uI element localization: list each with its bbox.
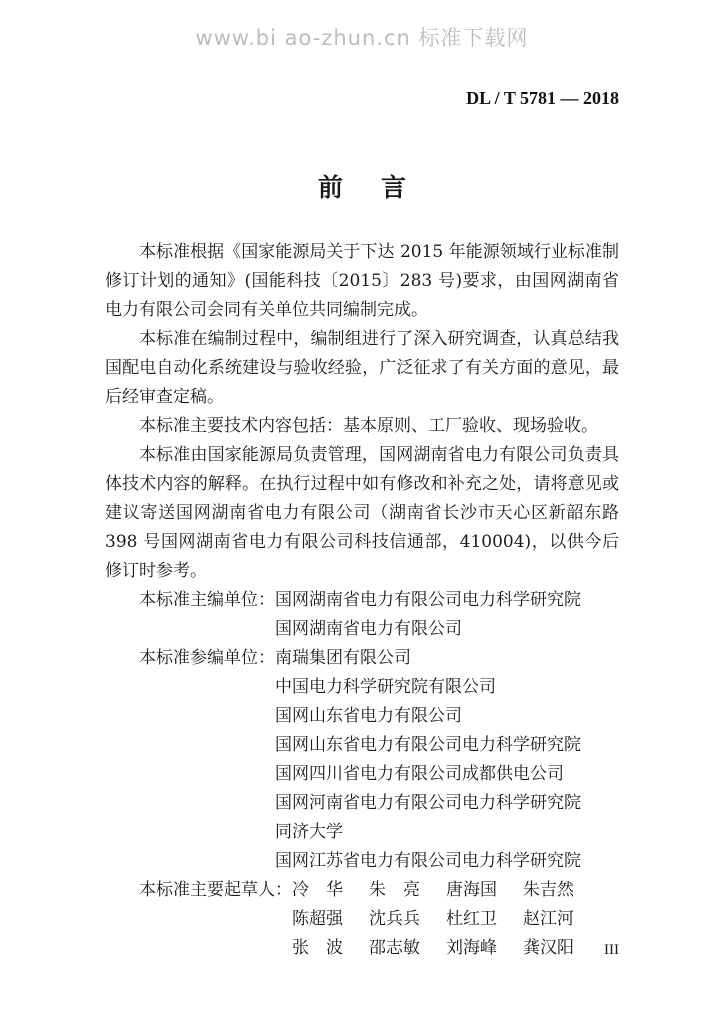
- chief-editors-label: 本标准主编单位：: [139, 590, 275, 610]
- drafter-name: 龚汉阳: [523, 938, 574, 958]
- chief-editors-list: [275, 586, 619, 644]
- list-item: 中国电力科学研究院有限公司: [275, 677, 496, 697]
- drafter-name: 刘海峰: [446, 938, 497, 958]
- drafter-name: 朱 亮: [369, 880, 420, 900]
- chief-editors: [105, 586, 619, 644]
- drafter-name: 沈兵兵: [369, 909, 420, 929]
- list-item: 国网山东省电力有限公司: [275, 706, 462, 726]
- page-title: 前言: [317, 173, 444, 202]
- list-item: 同济大学: [275, 822, 343, 842]
- list-item: 国网四川省电力有限公司成都供电公司: [275, 764, 564, 784]
- participants-label: 本标准参编单位：: [139, 648, 275, 668]
- drafters-label: 本标准主要起草人：: [139, 880, 292, 900]
- drafters-list: [292, 876, 600, 963]
- drafter-name: 冷 华: [292, 880, 343, 900]
- list-item: 国网山东省电力有限公司电力科学研究院: [275, 735, 581, 755]
- document-body: [105, 238, 619, 963]
- paragraph: 本标准由国家能源局负责管理，国网湖南省电力有限公司负责具体技术内容的解释。在执行过程中如有修改和补充之处，请将意见或建议寄送国网湖南省电力有限公司（湖南省长沙市天心区新韶东路 398 号国网湖南省电力有限公司科技信通部，410004)，以供今后修订时参考。: [105, 445, 619, 581]
- drafter-name: 张 波: [292, 938, 343, 958]
- participants: [105, 644, 619, 876]
- participants-list: [275, 644, 619, 876]
- drafter-name: 杜红卫: [446, 909, 497, 929]
- list-item: 南瑞集团有限公司: [275, 648, 411, 668]
- drafter-name: 邵志敏: [369, 938, 420, 958]
- paragraph: 本标准根据《国家能源局关于下达 2015 年能源领域行业标准制修订计划的通知》(国能科技〔2015〕283 号)要求，由国网湖南省电力有限公司会同有关单位共同编制完成。: [105, 242, 619, 320]
- paragraph: 本标准主要技术内容包括：基本原则、工厂验收、现场验收。: [139, 416, 598, 436]
- list-item: 国网江苏省电力有限公司电力科学研究院: [275, 851, 581, 871]
- list-item: 国网河南省电力有限公司电力科学研究院: [275, 793, 581, 813]
- page-number: III: [604, 942, 619, 958]
- watermark: www.bi ao-zhun.cn 标准下载网: [195, 26, 529, 50]
- drafter-name: 唐海国: [446, 880, 497, 900]
- drafter-name: 陈超强: [292, 909, 343, 929]
- paragraph: 本标准在编制过程中，编制组进行了深入研究调查，认真总结我国配电自动化系统建设与验收经验，广泛征求了有关方面的意见，最后经审查定稿。: [105, 329, 619, 407]
- list-item: 国网湖南省电力有限公司: [275, 619, 462, 639]
- list-item: 国网湖南省电力有限公司电力科学研究院: [275, 590, 581, 610]
- drafter-name: 朱吉然: [523, 880, 574, 900]
- standard-code: DL / T 5781 — 2018: [466, 88, 619, 108]
- drafter-name: 赵江河: [523, 909, 574, 929]
- drafters: [105, 876, 619, 963]
